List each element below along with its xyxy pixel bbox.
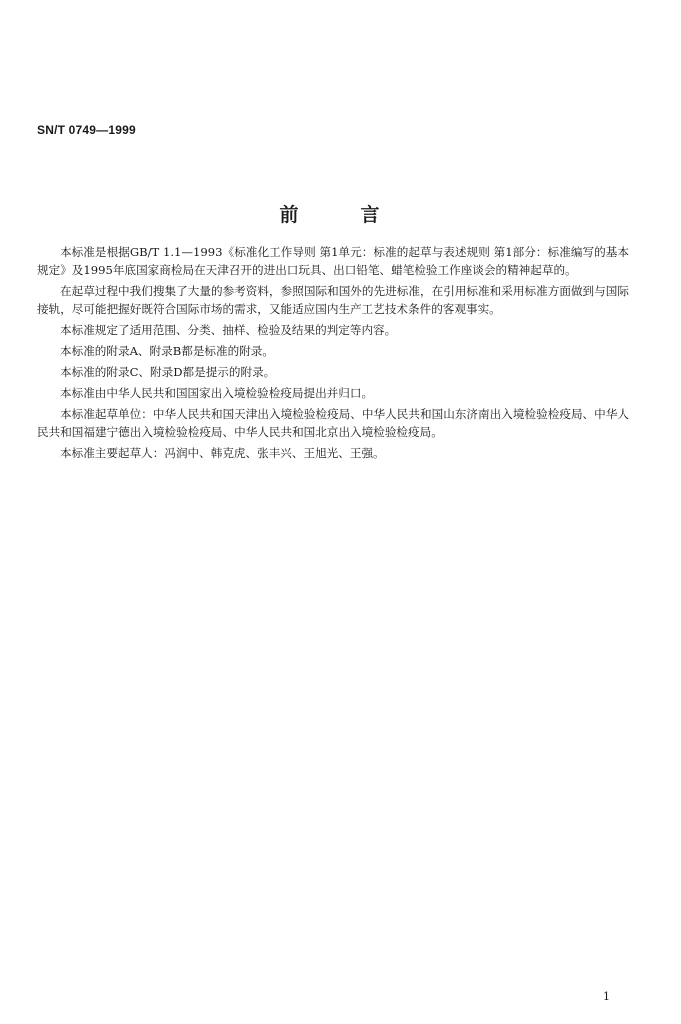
document-body xyxy=(37,243,629,465)
paragraph-informative-annexes: 本标准的附录C、附录D都是提示的附录。 xyxy=(60,365,276,379)
standard-code: SN/T 0749—1999 xyxy=(37,123,136,137)
paragraph-drafting-process: 在起草过程中我们搜集了大量的参考资料，参照国际和国外的先进标准，在引用标准和采用标准方面做到与国际接轨，尽可能把握好既符合国际市场的需求，又能适应国内生产工艺技术条件的客观事实。 xyxy=(37,284,629,316)
page-number: 1 xyxy=(603,990,610,1003)
paragraph-proposer: 本标准由中华人民共和国国家出入境检验检疫局提出并归口。 xyxy=(60,386,374,400)
paragraph-scope: 本标准规定了适用范围、分类、抽样、检验及结果的判定等内容。 xyxy=(60,323,397,337)
paragraph-basis: 本标准是根据GB/T 1.1—1993《标准化工作导则 第1单元：标准的起草与表述规则 第1部分：标准编写的基本规定》及1995年底国家商检局在天津召开的进出口玩具、出口铅笔、蜡笔检验工作座谈会的精神起草的。 xyxy=(37,245,629,277)
paragraph-normative-annexes: 本标准的附录A、附录B都是标准的附录。 xyxy=(60,344,274,358)
paragraph-drafters: 本标准主要起草人：冯润中、韩克虎、张丰兴、王旭光、王强。 xyxy=(60,446,385,460)
page-title: 前言 xyxy=(279,204,442,226)
paragraph-drafting-units: 本标准起草单位：中华人民共和国天津出入境检验检疫局、中华人民共和国山东济南出入境检验检疫局、中华人民共和国福建宁德出入境检验检疫局、中华人民共和国北京出入境检验检疫局。 xyxy=(37,407,629,439)
